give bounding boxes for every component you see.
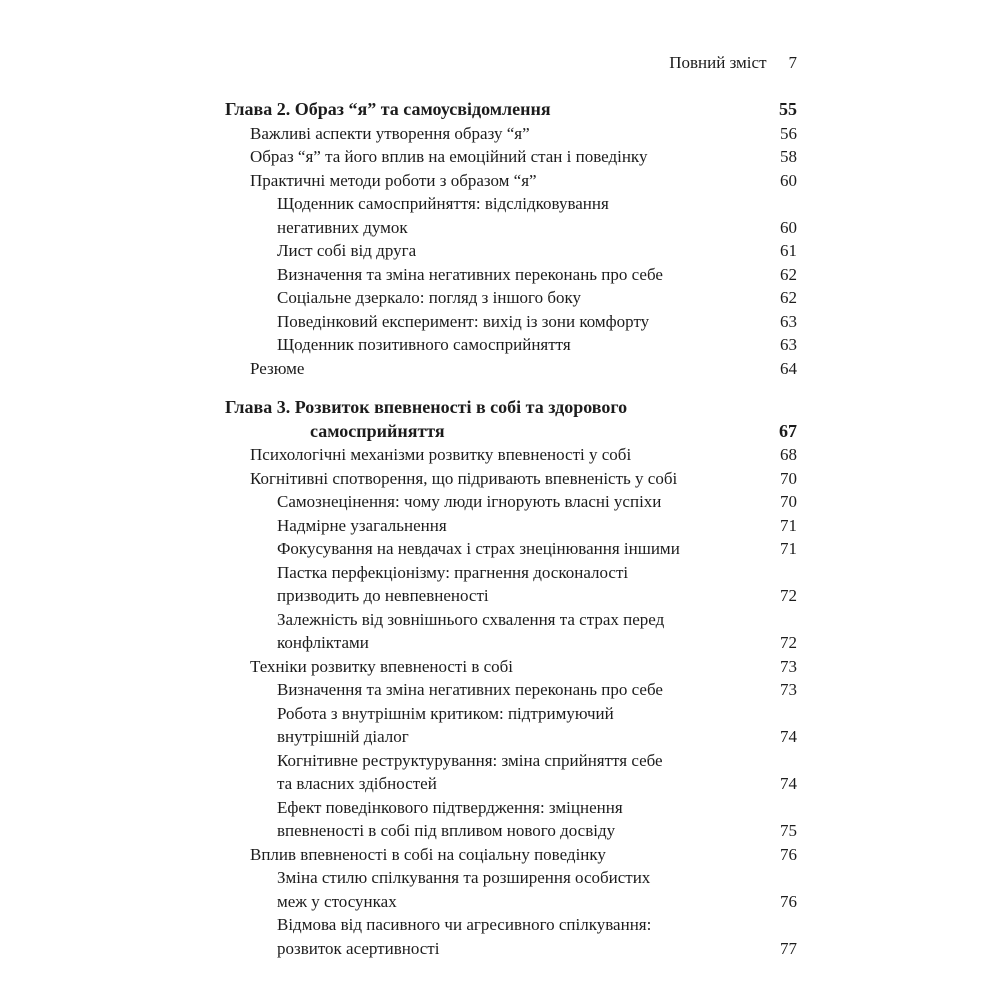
toc-entry xyxy=(225,192,797,239)
toc-entry-line: Лист собі від друга xyxy=(277,241,417,260)
toc-entry-line: негативних думок xyxy=(277,217,408,237)
toc-entry-line: Поведінковий експеримент: вихід із зони комфорту xyxy=(277,311,650,331)
toc-entry-line: Техніки розвитку впевненості в собі xyxy=(250,656,514,676)
toc-entry-line: меж у стосунках xyxy=(277,891,397,911)
toc-entry xyxy=(225,702,797,749)
toc-entry-page-number: 60 xyxy=(780,170,797,190)
toc-entry-line: Пастка перфекціонізму: прагнення досконалості xyxy=(277,562,629,582)
toc-entry-page-number: 73 xyxy=(780,656,797,676)
toc-entry-page-number: 73 xyxy=(780,680,797,699)
toc-entry-title xyxy=(277,678,763,702)
running-header-title: Повний зміст xyxy=(669,53,767,72)
toc-entry-title xyxy=(250,145,763,169)
toc-entry-title xyxy=(225,98,763,122)
toc-entry-page-number: 74 xyxy=(780,774,797,793)
toc-entry-line: призводить до невпевненості xyxy=(277,586,489,605)
toc-entry xyxy=(225,796,797,843)
toc-entry xyxy=(225,655,797,679)
toc-entry-line: Когнітивні спотворення, що підривають впевненість у собі xyxy=(250,468,678,488)
toc-entry-line: Когнітивне реструктурування: зміна сприйняття себе xyxy=(277,750,663,770)
toc-entry-page-number: 63 xyxy=(780,311,797,331)
toc-entry-line: Ефект поведінкового підтвердження: зміцнення xyxy=(277,797,623,817)
toc-entry-line: та власних здібностей xyxy=(277,774,437,793)
toc-entry-page-number: 71 xyxy=(780,539,797,558)
toc-entry xyxy=(225,514,797,538)
toc-entry xyxy=(225,561,797,608)
toc-entry-line: конфліктами xyxy=(277,633,369,652)
toc-entry xyxy=(225,843,797,867)
toc-entry-title xyxy=(250,357,763,381)
toc-entry-line: Образ “я” та його вплив на емоційний стан і поведінку xyxy=(250,147,648,166)
toc-content xyxy=(225,52,797,960)
toc-entry-page-number: 61 xyxy=(780,241,797,260)
toc-entry-title xyxy=(277,333,763,357)
toc-entry-line: Визначення та зміна негативних переконань про себе xyxy=(277,680,663,699)
toc-entry xyxy=(225,678,797,702)
toc-entry-page-number: 56 xyxy=(780,123,797,143)
toc-entry-line: Резюме xyxy=(250,358,305,378)
toc-entry-line: Вплив впевненості в собі на соціальну поведінку xyxy=(250,844,606,864)
toc-entry-title xyxy=(250,843,763,867)
toc-entry xyxy=(225,490,797,514)
toc-entry-page-number: 62 xyxy=(780,264,797,284)
toc-entry-page-number: 67 xyxy=(779,420,797,441)
table-of-contents xyxy=(225,98,797,960)
toc-entry-page-number: 64 xyxy=(780,358,797,378)
toc-entry-title xyxy=(250,655,763,679)
toc-chapter-entry xyxy=(225,396,797,443)
toc-entry-page-number: 75 xyxy=(780,821,797,840)
toc-entry-title xyxy=(277,537,763,561)
toc-entry-page-number: 77 xyxy=(780,938,797,958)
toc-entry-line: Глава 2. Образ “я” та самоусвідомлення xyxy=(225,99,551,119)
toc-entry-title xyxy=(277,702,763,749)
toc-entry-line: Надмірне узагальнення xyxy=(277,515,447,535)
toc-entry-page-number: 55 xyxy=(779,99,797,119)
toc-entry-page-number: 70 xyxy=(780,492,797,511)
toc-entry xyxy=(225,169,797,193)
toc-entry-title xyxy=(277,866,763,913)
toc-entry xyxy=(225,467,797,491)
toc-entry-line: розвиток асертивності xyxy=(277,938,440,958)
toc-entry-title xyxy=(277,514,763,538)
toc-entry-line: Важливі аспекти утворення образу “я” xyxy=(250,123,530,143)
toc-entry-line: Відмова від пасивного чи агресивного спілкування: xyxy=(277,915,652,934)
toc-entry-line: Щоденник позитивного самосприйняття xyxy=(277,335,571,354)
toc-entry-page-number: 63 xyxy=(780,335,797,354)
toc-entry-title xyxy=(277,239,763,263)
toc-entry xyxy=(225,357,797,381)
toc-entry-title xyxy=(277,913,763,960)
toc-entry xyxy=(225,286,797,310)
toc-entry-page-number: 58 xyxy=(780,147,797,166)
toc-entry xyxy=(225,537,797,561)
toc-entry-title xyxy=(277,310,763,334)
toc-entry-page-number: 74 xyxy=(780,727,797,746)
toc-entry-page-number: 71 xyxy=(780,515,797,535)
toc-entry-line: внутрішній діалог xyxy=(277,727,409,746)
toc-entry-title xyxy=(250,169,763,193)
toc-entry-title xyxy=(225,396,763,443)
toc-entry-line: Визначення та зміна негативних переконань про себе xyxy=(277,264,663,284)
toc-entry xyxy=(225,866,797,913)
toc-entry xyxy=(225,122,797,146)
toc-entry-page-number: 72 xyxy=(780,633,797,652)
toc-entry-line: Глава 3. Розвиток впевненості в собі та здорового xyxy=(225,397,628,417)
toc-entry-title xyxy=(277,263,763,287)
toc-entry-page-number: 68 xyxy=(780,445,797,464)
toc-entry-line: Щоденник самосприйняття: відслідковування xyxy=(277,194,609,213)
toc-entry-title xyxy=(250,443,763,467)
toc-entry-page-number: 70 xyxy=(780,468,797,488)
toc-entry-line: Психологічні механізми розвитку впевненості у собі xyxy=(250,445,632,464)
toc-entry-line: Залежність від зовнішнього схвалення та страх перед xyxy=(277,609,665,629)
toc-entry-title xyxy=(250,467,763,491)
toc-entry-page-number: 76 xyxy=(780,891,797,911)
toc-entry xyxy=(225,608,797,655)
toc-entry-line: Соціальне дзеркало: погляд з іншого боку xyxy=(277,288,582,307)
toc-entry-page-number: 76 xyxy=(780,844,797,864)
toc-entry-line: Робота з внутрішнім критиком: підтримуючий xyxy=(277,703,614,723)
toc-entry-line: Зміна стилю спілкування та розширення особистих xyxy=(277,868,651,887)
toc-entry-title xyxy=(277,286,763,310)
toc-chapter-entry xyxy=(225,98,797,122)
toc-entry xyxy=(225,145,797,169)
toc-entry-title xyxy=(250,122,763,146)
toc-entry-line: Самознецінення: чому люди ігнорують власні успіхи xyxy=(277,492,662,511)
toc-entry xyxy=(225,333,797,357)
running-header-page-number: 7 xyxy=(788,53,797,72)
toc-entry-title xyxy=(277,796,763,843)
toc-entry-page-number: 72 xyxy=(780,586,797,605)
toc-entry-title xyxy=(277,749,763,796)
toc-entry xyxy=(225,263,797,287)
toc-entry xyxy=(225,239,797,263)
toc-entry-line: самосприйняття xyxy=(310,420,445,441)
toc-entry xyxy=(225,310,797,334)
toc-entry-page-number: 60 xyxy=(780,217,797,237)
running-header xyxy=(225,52,797,74)
toc-entry-title xyxy=(277,192,763,239)
toc-entry-line: впевненості в собі під впливом нового досвіду xyxy=(277,821,616,840)
toc-entry-title xyxy=(277,490,763,514)
toc-entry-line: Практичні методи роботи з образом “я” xyxy=(250,170,537,190)
toc-entry-title xyxy=(277,561,763,608)
toc-entry xyxy=(225,913,797,960)
toc-entry-title xyxy=(277,608,763,655)
toc-entry-page-number: 62 xyxy=(780,288,797,307)
toc-entry xyxy=(225,443,797,467)
toc-entry xyxy=(225,749,797,796)
toc-entry-line: Фокусування на невдачах і страх знецінювання іншими xyxy=(277,539,680,558)
